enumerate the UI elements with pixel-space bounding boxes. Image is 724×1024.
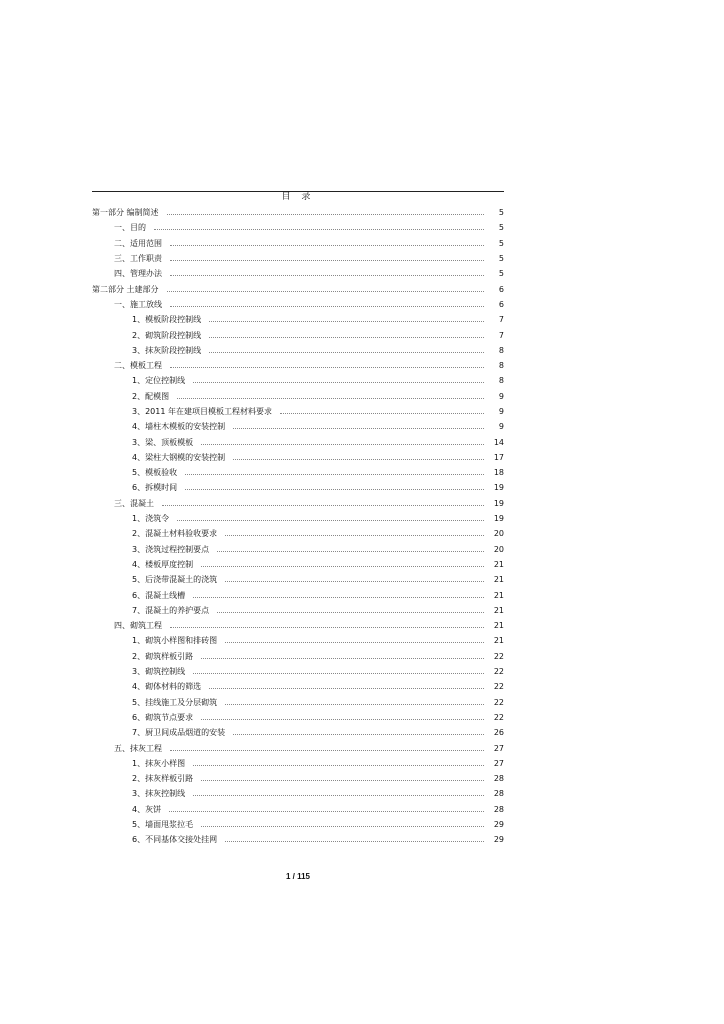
toc-entry-page: 19 — [493, 483, 504, 493]
toc-entry-page: 6 — [498, 299, 504, 309]
toc-entry-label: 3、梁、顶板模板 — [132, 437, 194, 447]
toc-entry[interactable] — [92, 725, 504, 740]
toc-entry-label: 3、抹灰阶段控制线 — [132, 345, 202, 355]
dot-leader — [209, 688, 484, 689]
toc-entry[interactable] — [92, 281, 504, 296]
table-of-contents — [92, 205, 504, 847]
toc-entry-label: 4、墙柱木模板的安装控制 — [132, 422, 226, 432]
toc-entry-label: 第二部分 土建部分 — [92, 284, 159, 294]
toc-entry-page: 9 — [498, 422, 504, 432]
toc-entry-page: 5 — [498, 223, 504, 233]
dot-leader — [201, 444, 484, 445]
toc-title: 目 录 — [281, 192, 315, 202]
toc-entry-label: 7、混凝土的养护要点 — [132, 605, 210, 615]
toc-entry-label: 2、配模图 — [132, 391, 170, 401]
toc-entry[interactable] — [92, 771, 504, 786]
page-number: 1 / 115 — [285, 872, 311, 881]
dot-leader — [225, 581, 484, 582]
toc-entry-label: 一、施工放线 — [114, 299, 162, 309]
dot-leader — [193, 673, 484, 674]
dot-leader — [209, 321, 484, 322]
dot-leader — [169, 811, 484, 812]
toc-entry-label: 1、抹灰小样图 — [132, 758, 186, 768]
toc-entry[interactable] — [92, 297, 504, 312]
toc-entry-label: 4、梁柱大钢模的安装控制 — [132, 452, 226, 462]
toc-entry-page: 9 — [498, 391, 504, 401]
dot-leader — [233, 428, 484, 429]
dot-leader — [167, 291, 484, 292]
toc-entry-page: 21 — [493, 621, 504, 631]
dot-leader — [185, 474, 484, 475]
toc-entry-page: 22 — [493, 697, 504, 707]
dot-leader — [170, 260, 484, 261]
toc-entry-page: 21 — [493, 590, 504, 600]
toc-entry-page: 21 — [493, 636, 504, 646]
dot-leader — [233, 734, 484, 735]
toc-entry[interactable] — [92, 312, 504, 327]
toc-entry[interactable] — [92, 511, 504, 526]
toc-entry[interactable] — [92, 786, 504, 801]
toc-entry-page: 22 — [493, 712, 504, 722]
toc-entry-page: 22 — [493, 651, 504, 661]
toc-entry-page: 17 — [493, 452, 504, 462]
toc-entry[interactable] — [92, 496, 504, 511]
dot-leader — [170, 627, 484, 628]
toc-entry-label: 6、混凝土线槽 — [132, 590, 186, 600]
toc-entry-page: 5 — [498, 238, 504, 248]
toc-entry-page: 20 — [493, 529, 504, 539]
toc-entry[interactable] — [92, 664, 504, 679]
toc-entry-page: 26 — [493, 728, 504, 738]
toc-entry[interactable] — [92, 450, 504, 465]
dot-leader — [193, 765, 484, 766]
toc-entry-page: 7 — [498, 330, 504, 340]
dot-leader — [280, 413, 484, 414]
toc-entry[interactable] — [92, 389, 504, 404]
toc-entry[interactable] — [92, 618, 504, 633]
dot-leader — [193, 795, 484, 796]
toc-entry-page: 21 — [493, 605, 504, 615]
toc-entry-label: 2、砌筑阶段控制线 — [132, 330, 202, 340]
toc-entry-label: 6、砌筑节点要求 — [132, 712, 194, 722]
dot-leader — [209, 337, 484, 338]
toc-entry-label: 3、抹灰控制线 — [132, 789, 186, 799]
dot-leader — [154, 229, 484, 230]
toc-entry[interactable] — [92, 404, 504, 419]
toc-entry-label: 6、不同基体交接处挂网 — [132, 835, 218, 845]
toc-entry-page: 22 — [493, 667, 504, 677]
toc-entry-label: 4、砌体材料的筛选 — [132, 682, 202, 692]
toc-entry-page: 5 — [498, 208, 504, 218]
toc-entry-label: 2、混凝土材料验收要求 — [132, 529, 218, 539]
toc-entry[interactable] — [92, 526, 504, 541]
toc-entry[interactable] — [92, 220, 504, 235]
toc-entry-page: 19 — [493, 514, 504, 524]
toc-entry[interactable] — [92, 817, 504, 832]
dot-leader — [193, 382, 484, 383]
toc-entry-label: 第一部分 编制简述 — [92, 208, 159, 218]
toc-entry-page: 5 — [498, 269, 504, 279]
toc-entry[interactable] — [92, 480, 504, 495]
toc-entry-page: 28 — [493, 774, 504, 784]
toc-entry[interactable] — [92, 603, 504, 618]
toc-entry-page: 28 — [493, 789, 504, 799]
toc-entry[interactable] — [92, 649, 504, 664]
toc-entry-label: 三、工作职责 — [114, 254, 162, 264]
toc-entry-label: 2、砌筑样板引路 — [132, 651, 194, 661]
dot-leader — [170, 245, 484, 246]
dot-leader — [225, 535, 484, 536]
toc-entry-label: 5、后浇带混凝土的浇筑 — [132, 575, 218, 585]
toc-entry-page: 5 — [498, 254, 504, 264]
dot-leader — [177, 520, 484, 521]
toc-entry[interactable] — [92, 266, 504, 281]
dot-leader — [225, 704, 484, 705]
toc-entry[interactable] — [92, 587, 504, 602]
toc-entry[interactable] — [92, 434, 504, 449]
toc-entry[interactable] — [92, 740, 504, 755]
toc-entry-page: 18 — [493, 468, 504, 478]
toc-entry-label: 四、管理办法 — [114, 269, 162, 279]
toc-entry[interactable] — [92, 373, 504, 388]
toc-entry-label: 2、抹灰样板引路 — [132, 774, 194, 784]
dot-leader — [177, 398, 484, 399]
toc-entry-label: 3、砌筑控制线 — [132, 667, 186, 677]
toc-entry-page: 19 — [493, 498, 504, 508]
toc-entry-page: 8 — [498, 345, 504, 355]
toc-entry-label: 1、定位控制线 — [132, 376, 186, 386]
toc-entry-page: 20 — [493, 544, 504, 554]
toc-entry-page: 21 — [493, 559, 504, 569]
toc-entry[interactable] — [92, 343, 504, 358]
dot-leader — [233, 459, 484, 460]
toc-entry-label: 1、浇筑令 — [132, 514, 170, 524]
toc-entry-label: 3、2011 年在建项目模板工程材料要求 — [132, 407, 272, 416]
toc-entry-label: 一、目的 — [114, 223, 146, 233]
dot-leader — [209, 352, 484, 353]
toc-entry-label: 二、模板工程 — [114, 361, 162, 371]
dot-leader — [193, 597, 484, 598]
dot-leader — [167, 214, 484, 215]
dot-leader — [201, 658, 484, 659]
toc-entry-page: 9 — [498, 407, 504, 416]
toc-entry[interactable] — [92, 358, 504, 373]
toc-entry[interactable] — [92, 679, 504, 694]
dot-leader — [201, 719, 484, 720]
toc-entry-label: 4、楼板厚度控制 — [132, 559, 194, 569]
toc-entry-label: 5、墙面甩浆拉毛 — [132, 820, 194, 830]
toc-entry[interactable] — [92, 756, 504, 771]
toc-entry-label: 四、砌筑工程 — [114, 621, 162, 631]
toc-entry-page: 29 — [493, 820, 504, 830]
toc-entry[interactable] — [92, 802, 504, 817]
dot-leader — [201, 780, 484, 781]
toc-entry[interactable] — [92, 542, 504, 557]
toc-entry-label: 1、砌筑小样图和排砖图 — [132, 636, 218, 646]
toc-entry[interactable] — [92, 832, 504, 847]
toc-entry-label: 五、抹灰工程 — [114, 743, 162, 753]
toc-entry[interactable] — [92, 327, 504, 342]
toc-entry-label: 5、挂线施工及分层砌筑 — [132, 697, 218, 707]
toc-entry[interactable] — [92, 710, 504, 725]
dot-leader — [170, 275, 484, 276]
toc-entry-page: 22 — [493, 682, 504, 692]
toc-entry-page: 6 — [498, 284, 504, 294]
toc-entry[interactable] — [92, 251, 504, 266]
toc-entry-page: 29 — [493, 835, 504, 845]
toc-entry-label: 6、拆模时间 — [132, 483, 178, 493]
dot-leader — [185, 489, 484, 490]
dot-leader — [170, 750, 484, 751]
toc-entry[interactable] — [92, 205, 504, 220]
toc-entry-label: 3、浇筑过程控制要点 — [132, 544, 210, 554]
toc-entry[interactable] — [92, 236, 504, 251]
toc-entry-label: 4、灰饼 — [132, 804, 162, 814]
dot-leader — [170, 367, 484, 368]
toc-entry-page: 14 — [493, 437, 504, 447]
toc-entry-label: 1、模板阶段控制线 — [132, 315, 202, 325]
toc-entry-page: 7 — [498, 315, 504, 325]
toc-entry[interactable] — [92, 695, 504, 710]
dot-leader — [217, 551, 484, 552]
toc-entry-page: 28 — [493, 804, 504, 814]
toc-entry-page: 8 — [498, 376, 504, 386]
dot-leader — [170, 306, 484, 307]
toc-entry-label: 5、模板验收 — [132, 468, 178, 478]
dot-leader — [201, 566, 484, 567]
toc-entry-page: 8 — [498, 361, 504, 371]
toc-entry[interactable] — [92, 419, 504, 434]
toc-entry-label: 二、适用范围 — [114, 238, 162, 248]
dot-leader — [225, 642, 484, 643]
dot-leader — [162, 505, 484, 506]
toc-entry-page: 27 — [493, 743, 504, 753]
toc-entry-page: 27 — [493, 758, 504, 768]
dot-leader — [225, 841, 484, 842]
toc-entry[interactable] — [92, 572, 504, 587]
toc-entry-label: 三、混凝土 — [114, 498, 154, 508]
dot-leader — [217, 612, 484, 613]
toc-entry[interactable] — [92, 465, 504, 480]
toc-entry[interactable] — [92, 557, 504, 572]
dot-leader — [201, 826, 484, 827]
toc-entry-label: 7、厨卫间成品烟道的安装 — [132, 728, 226, 738]
toc-entry-page: 21 — [493, 575, 504, 585]
toc-entry[interactable] — [92, 633, 504, 648]
